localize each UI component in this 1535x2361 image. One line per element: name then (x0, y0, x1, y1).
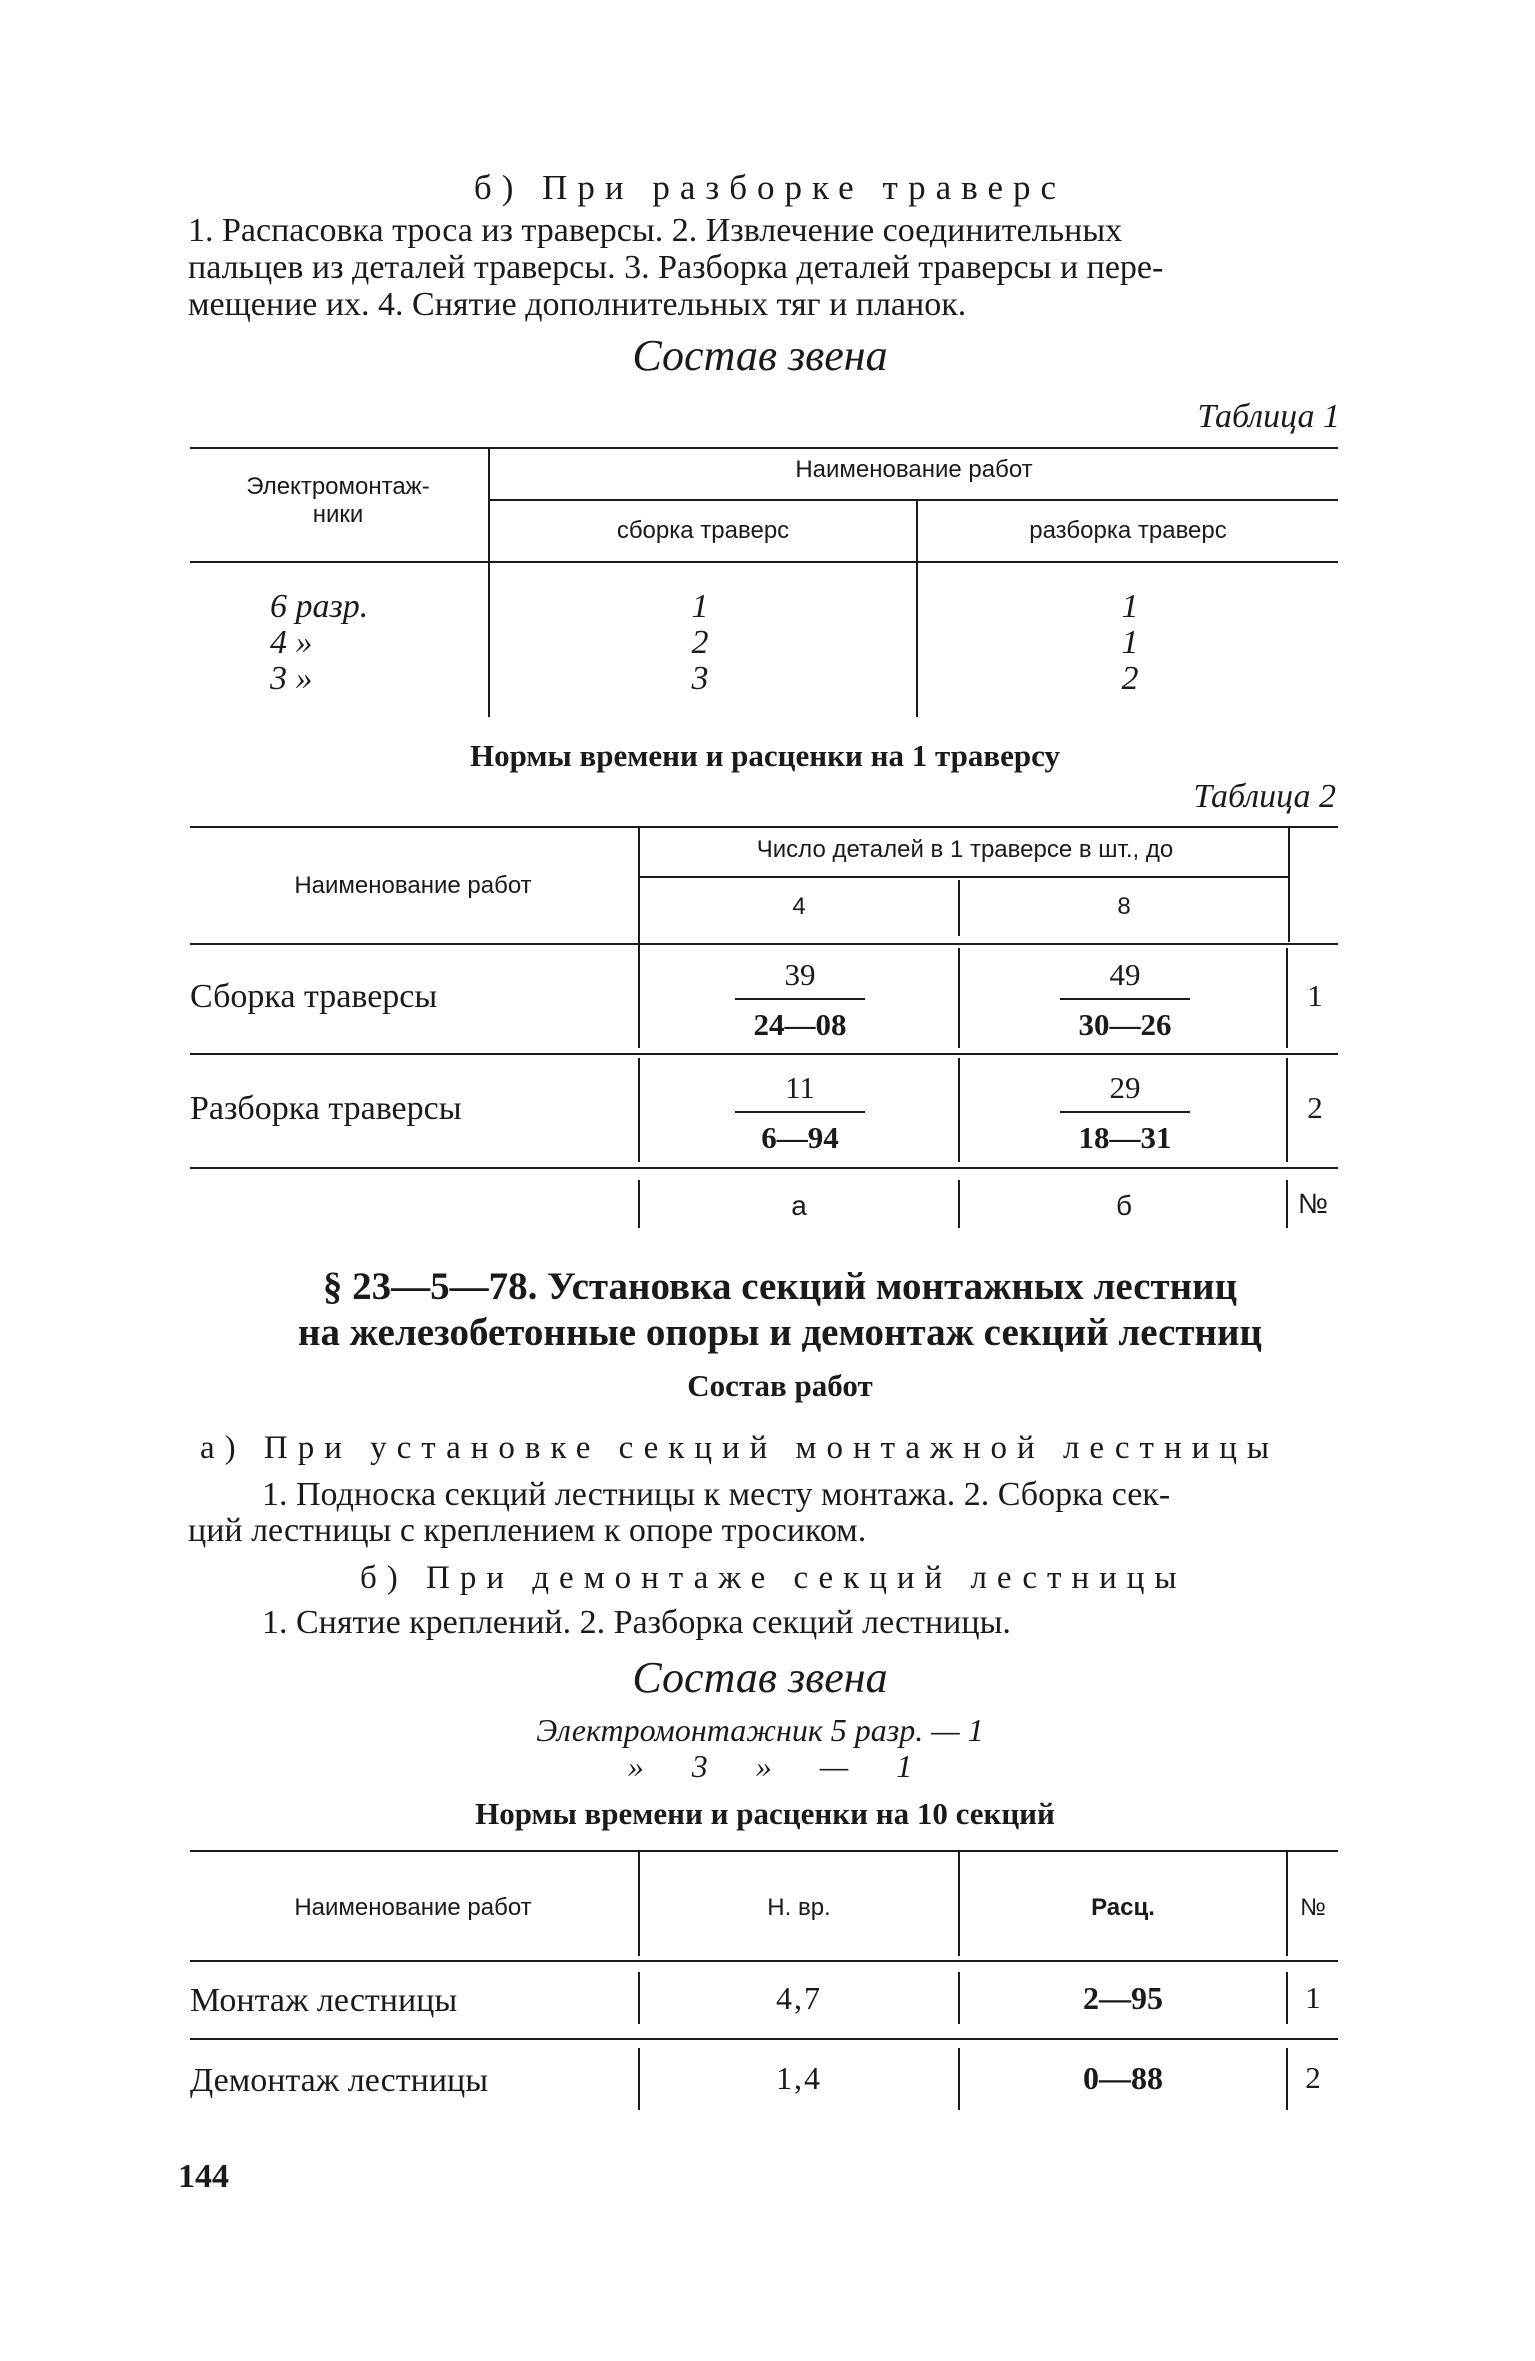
row-name: Монтаж лестницы (190, 1982, 458, 2019)
group-header-parts-count: Число деталей в 1 траверсе в шт., до (756, 836, 1174, 863)
number-sign: № (1297, 1188, 1329, 1219)
row-number: 2 (1307, 1090, 1323, 1125)
table-cell: 2 (1121, 660, 1139, 697)
column-header-electricians: Электромонтаж- ники (246, 473, 430, 528)
table-cell: 1 (1121, 624, 1139, 661)
norm-time: 49 (1109, 957, 1141, 992)
paragraph-line: 1. Распасовка троса из траверсы. 2. Извлечение соединительных (188, 212, 1123, 249)
table-cell: 3 (691, 660, 709, 697)
rate: 18—31 (1078, 1120, 1172, 1155)
section-heading-disassembly: б) При разборке траверс (473, 168, 1067, 207)
column-header-norm-time: Н. вр. (767, 1894, 831, 1921)
row-name: Разборка траверсы (190, 1090, 462, 1127)
paragraph-line: 1. Снятие креплений. 2. Разборка секций лестницы. (262, 1604, 1011, 1641)
section-title-line: на железобетонные опоры и демонтаж секций лестниц (298, 1311, 1262, 1354)
paragraph-line: мещение их. 4. Снятие дополнительных тяг и планок. (188, 286, 967, 323)
table-cell: 2 (691, 624, 709, 661)
table-cell: 1 (1121, 588, 1139, 625)
rate: 30—26 (1078, 1007, 1172, 1042)
rate: 24—08 (753, 1007, 847, 1042)
paragraph-line: пальцев из деталей траверсы. 3. Разборка деталей траверсы и пере- (188, 249, 1164, 286)
page-number: 144 (178, 2158, 229, 2195)
row-number: 2 (1305, 2060, 1321, 2095)
table-label: Таблица 1 (1197, 398, 1340, 435)
rate: 6—94 (761, 1120, 839, 1155)
subsection-heading: а) При установке секций монтажной лестницы (200, 1430, 1280, 1466)
subheader-disassembly: разборка траверс (1029, 517, 1227, 544)
subheader-assembly: сборка траверс (616, 517, 790, 544)
norm-time: 4,7 (776, 1980, 822, 2016)
row-number: 1 (1307, 978, 1323, 1013)
subheader-4: 4 (792, 893, 806, 920)
row-name: Сборка траверсы (190, 978, 438, 1015)
column-header-rate: Расц. (1091, 1894, 1155, 1921)
column-header-work-name: Наименование работ (294, 1894, 532, 1921)
row-number: 1 (1305, 1980, 1321, 2015)
subsection-heading: б) При демонтаже секций лестницы (360, 1560, 1187, 1596)
row-name: Демонтаж лестницы (190, 2062, 489, 2099)
crew-title: Состав звена (632, 331, 888, 380)
norm-time: 11 (785, 1070, 815, 1105)
crew-title: Состав звена (632, 1653, 888, 1702)
section-title-line: § 23—5—78. Установка секций монтажных лестниц (322, 1265, 1238, 1308)
table-caption: Нормы времени и расценки на 1 траверсу (470, 738, 1060, 773)
column-code-a: а (791, 1190, 807, 1221)
grade-label: 3 » (270, 660, 313, 697)
rate: 2—95 (1083, 1980, 1163, 2016)
subtitle: Состав работ (687, 1368, 873, 1403)
column-code-b: б (1115, 1190, 1133, 1221)
crew-line: Электромонтажник 5 разр. — 1 (536, 1712, 984, 1748)
grade-label: 6 разр. (270, 588, 369, 625)
table-cell: 1 (691, 588, 709, 625)
subheader-8: 8 (1117, 893, 1131, 920)
norm-time: 29 (1109, 1070, 1141, 1105)
paragraph-line: ций лестницы с креплением к опоре тросиком. (188, 1512, 867, 1549)
paragraph-line: 1. Подноска секций лестницы к месту монтажа. 2. Сборка сек- (262, 1476, 1171, 1513)
table-caption: Нормы времени и расценки на 10 секций (475, 1796, 1055, 1831)
rate: 0—88 (1083, 2060, 1163, 2096)
norm-time: 39 (784, 957, 816, 992)
column-header-work-name: Наименование работ (294, 872, 532, 899)
table-label: Таблица 2 (1193, 778, 1336, 815)
crew-line: » 3 » — 1 (627, 1748, 913, 1784)
group-header-work-names: Наименование работ (795, 456, 1033, 483)
norm-time: 1,4 (776, 2060, 822, 2096)
grade-label: 4 » (270, 624, 313, 661)
column-header-number: № (1300, 1894, 1326, 1921)
